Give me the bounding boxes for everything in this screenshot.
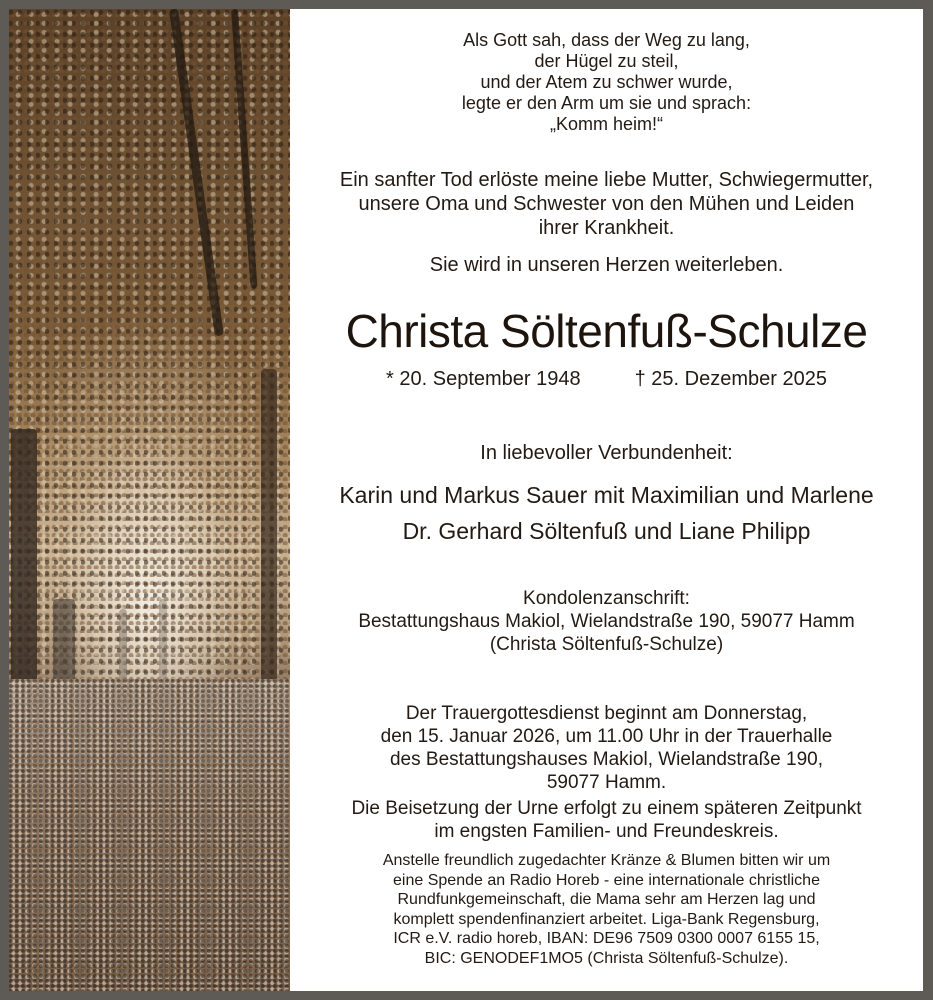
burial-line: Die Beisetzung der Urne erfolgt zu einem späteren Zeitpunkt: [351, 798, 862, 819]
intro-line: ihrer Krankheit.: [538, 217, 675, 239]
burial-line: im engsten Familien- und Freundeskreis.: [434, 821, 779, 842]
condolence-address: [290, 587, 923, 656]
service-line: 59077 Hamm.: [546, 772, 667, 793]
intro-line: unsere Oma und Schwester von den Mühen und Leiden: [358, 193, 855, 215]
mourners-heading: In liebevoller Verbundenheit:: [480, 442, 733, 464]
poem-line: legte er den Arm um sie und sprach:: [461, 93, 752, 113]
tree-trunk: [261, 369, 277, 699]
poem-line: Als Gott sah, dass der Weg zu lang,: [463, 30, 750, 50]
birth-date: * 20. September 1948: [386, 368, 581, 390]
tree-trunk: [11, 429, 37, 719]
leaf-covered-path: [9, 679, 290, 991]
burial-info: [290, 797, 923, 843]
intro-text: [290, 168, 923, 240]
condolence-line: (Christa Söltenfuß-Schulze): [489, 634, 724, 655]
service-line: des Bestattungshauses Makiol, Wielandstraße 190,: [389, 749, 823, 770]
service-info: [290, 702, 923, 794]
poem-line: und der Atem zu schwer wurde,: [480, 72, 733, 92]
donation-info: [290, 851, 923, 968]
donation-line: Rundfunkgemeinschaft, die Mama sehr am Herzen lag und: [397, 891, 816, 908]
service-line: Der Trauergottesdienst beginnt am Donnerstag,: [405, 703, 808, 724]
death-date: † 25. Dezember 2025: [634, 368, 827, 390]
donation-line: eine Spende an Radio Horeb - eine internationale christliche: [393, 871, 820, 889]
notice-text-column: [290, 9, 923, 991]
mourners-list: [290, 477, 923, 549]
poem-line: „Komm heim!“: [549, 114, 663, 134]
tree-trunk: [159, 599, 167, 679]
intro-line: Ein sanfter Tod erlöste meine liebe Mutter, Schwiegermutter,: [339, 169, 874, 191]
donation-line: Anstelle freundlich zugedachter Kränze & Blumen bitten wir um: [382, 852, 831, 869]
deceased-name: Christa Söltenfuß-Schulze: [345, 305, 868, 357]
mourner-line: Dr. Gerhard Söltenfuß und Liane Philipp: [402, 518, 811, 544]
poem-line: der Hügel zu steil,: [534, 51, 679, 71]
donation-line: BIC: GENODEF1MO5 (Christa Söltenfuß-Schulze).: [424, 949, 789, 967]
donation-line: komplett spendenfinanziert arbeitet. Liga-Bank Regensburg,: [393, 910, 820, 928]
mourner-line: Karin und Markus Sauer mit Maximilian und Marlene: [339, 482, 874, 508]
obituary-notice: [9, 9, 923, 991]
life-dates: [290, 367, 923, 391]
memory-line: Sie wird in unseren Herzen weiterleben.: [429, 254, 784, 276]
forest-photo: [9, 9, 290, 991]
condolence-line: Bestattungshaus Makiol, Wielandstraße 190, 59077 Hamm: [358, 611, 855, 632]
tree-trunk: [119, 609, 127, 684]
poem: [290, 30, 923, 135]
condolence-line: Kondolenzanschrift:: [523, 588, 690, 609]
service-line: den 15. Januar 2026, um 11.00 Uhr in der Trauerhalle: [380, 726, 833, 747]
donation-line: ICR e.V. radio horeb, IBAN: DE96 7509 0300 0007 6155 15,: [393, 930, 820, 947]
